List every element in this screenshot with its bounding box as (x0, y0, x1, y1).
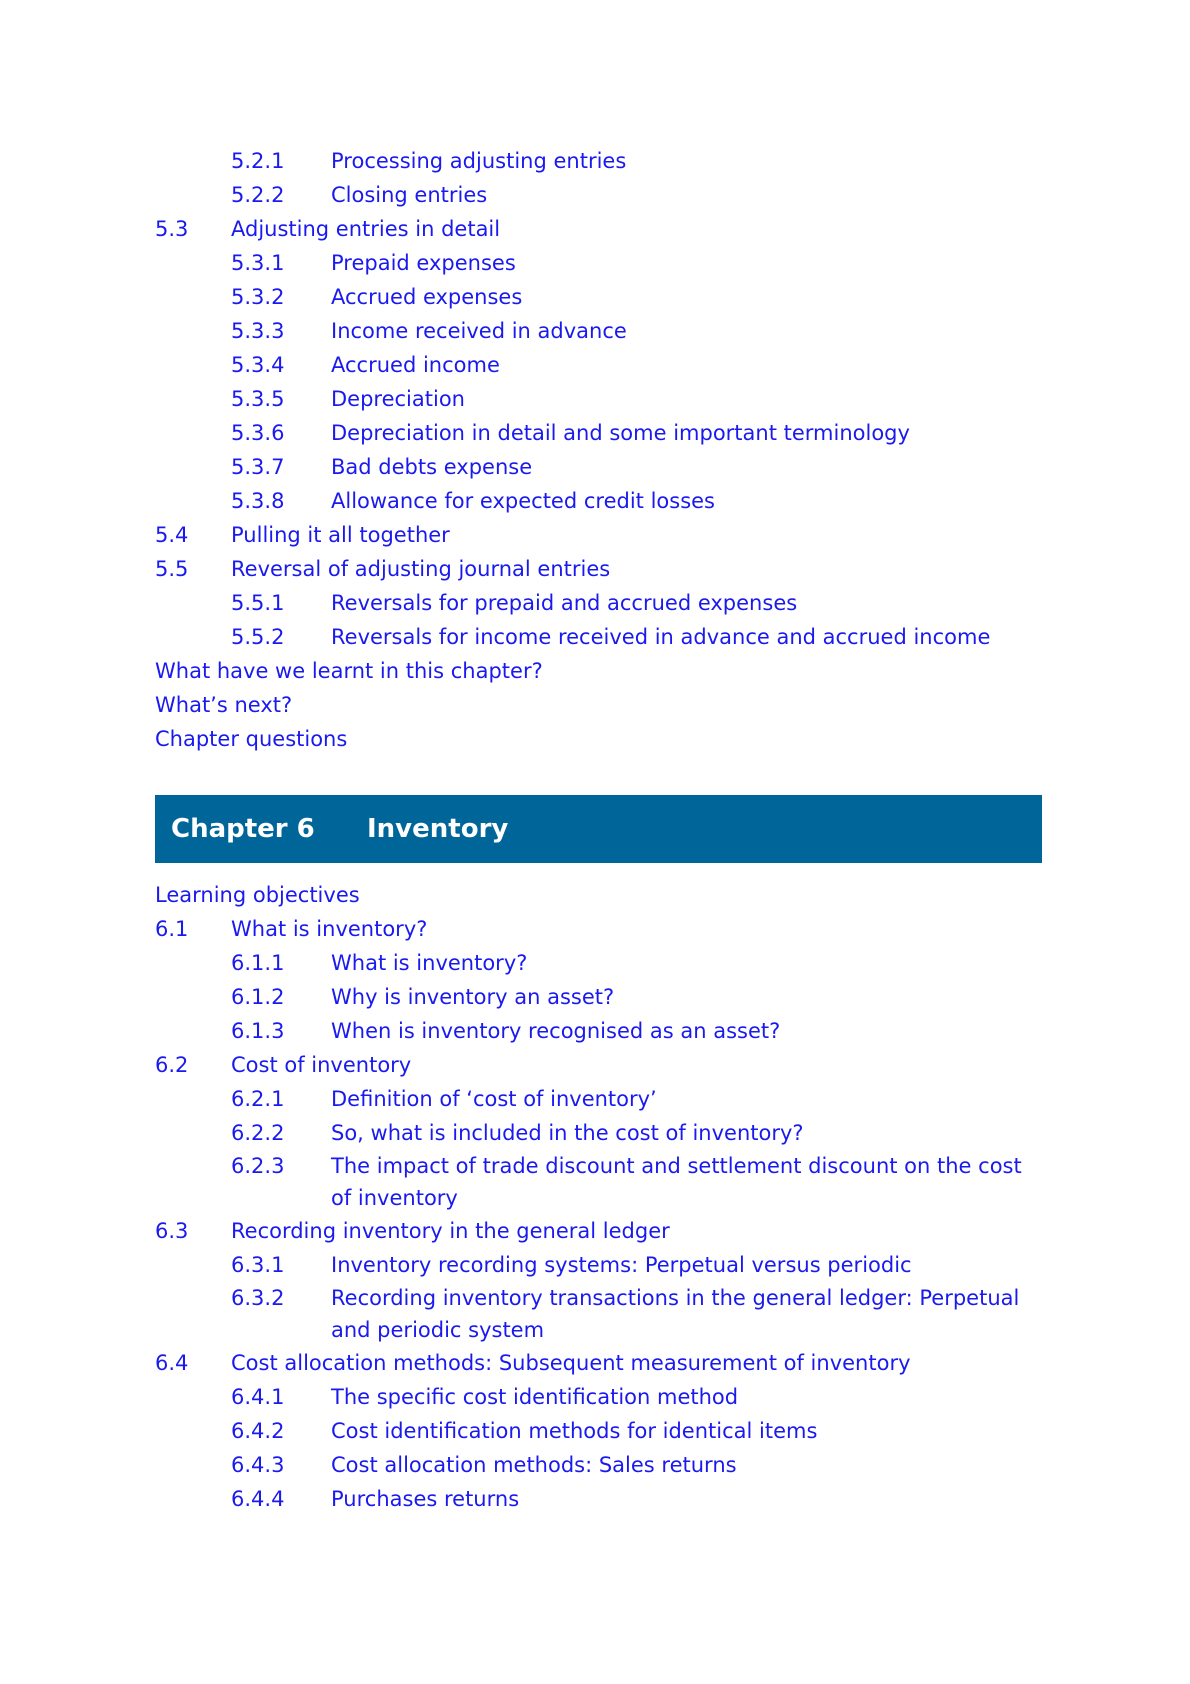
toc-entry-title: Cost allocation methods: Subsequent measurement of inventory (231, 1351, 911, 1375)
toc-entry-number: 5.3 (155, 217, 189, 241)
toc-entry-number: 6.1.3 (231, 1019, 285, 1043)
toc-entry[interactable] (155, 654, 1042, 688)
toc-entry-number: 6.4.2 (231, 1419, 285, 1443)
toc-entry[interactable] (155, 946, 1042, 980)
toc-entry-title: Depreciation in detail and some important terminology (331, 421, 910, 445)
toc-entry-title: Processing adjusting entries (331, 149, 627, 173)
toc-entry[interactable] (155, 280, 1042, 314)
toc-entry-number: 6.4.3 (231, 1453, 285, 1477)
toc-entry[interactable] (155, 382, 1042, 416)
toc-entry-number: 6.2.3 (231, 1154, 285, 1178)
toc-entry[interactable] (155, 518, 1042, 552)
toc-entry-title: Cost allocation methods: Sales returns (331, 1453, 737, 1477)
toc-entry[interactable] (155, 314, 1042, 348)
toc-section-chapter-6 (155, 878, 1042, 1516)
toc-entry-title: Prepaid expenses (331, 251, 516, 275)
toc-entry-title: Bad debts expense (331, 455, 533, 479)
toc-entry-number: 5.3.8 (231, 489, 285, 513)
toc-entry-number: 5.3.6 (231, 421, 285, 445)
toc-entry[interactable] (155, 1014, 1042, 1048)
toc-entry-number: 5.4 (155, 523, 189, 547)
toc-entry-title: Income received in advance (331, 319, 627, 343)
toc-entry[interactable] (155, 1482, 1042, 1516)
toc-entry-title: Purchases returns (331, 1487, 520, 1511)
toc-entry-title: Closing entries (331, 183, 488, 207)
toc-entry[interactable] (155, 722, 1042, 756)
toc-entry-number: 6.1.2 (231, 985, 285, 1009)
toc-entry-number: 5.2.1 (231, 149, 285, 173)
toc-entry-title: So, what is included in the cost of inventory? (331, 1121, 804, 1145)
chapter-title: Inventory (367, 814, 509, 844)
toc-entry-number: 5.5.2 (231, 625, 285, 649)
toc-entry[interactable] (155, 1214, 1042, 1248)
toc-entry[interactable] (155, 246, 1042, 280)
toc-entry[interactable] (155, 688, 1042, 722)
toc-entry-number: 5.3.5 (231, 387, 285, 411)
toc-entry-number: 5.2.2 (231, 183, 285, 207)
toc-entry-number: 5.3.2 (231, 285, 285, 309)
toc-entry[interactable] (155, 912, 1042, 946)
toc-entry-title: Reversals for prepaid and accrued expenses (331, 591, 798, 615)
toc-entry-title: What have we learnt in this chapter? (155, 659, 543, 683)
toc-entry-title: Cost of inventory (231, 1053, 412, 1077)
toc-entry-number: 6.2.2 (231, 1121, 285, 1145)
toc-entry[interactable] (155, 1282, 1042, 1346)
toc-entry[interactable] (155, 144, 1042, 178)
toc-entry-number: 6.4.4 (231, 1487, 285, 1511)
toc-entry[interactable] (155, 878, 1042, 912)
toc-entry-title: Reversal of adjusting journal entries (231, 557, 611, 581)
toc-entry-title: Recording inventory in the general ledger (231, 1219, 670, 1243)
toc-entry-title: What is inventory? (331, 951, 528, 975)
toc-entry-number: 6.2.1 (231, 1087, 285, 1111)
toc-entry-number: 6.1.1 (231, 951, 285, 975)
toc-entry-title: The specific cost identification method (331, 1385, 739, 1409)
toc-entry-title: Accrued income (331, 353, 500, 377)
toc-entry-number: 5.5.1 (231, 591, 285, 615)
toc-entry[interactable] (155, 1346, 1042, 1380)
toc-entry-title: Adjusting entries in detail (231, 217, 501, 241)
toc-entry-number: 5.3.1 (231, 251, 285, 275)
toc-entry-number: 5.5 (155, 557, 189, 581)
chapter-banner (155, 795, 1042, 863)
toc-entry-title: What is inventory? (231, 917, 428, 941)
toc-entry[interactable] (155, 450, 1042, 484)
toc-entry-title: When is inventory recognised as an asset? (331, 1019, 781, 1043)
toc-entry-title: Reversals for income received in advance and accrued income (331, 625, 991, 649)
toc-entry-number: 6.2 (155, 1053, 189, 1077)
toc-entry-number: 5.3.4 (231, 353, 285, 377)
toc-entry[interactable] (155, 980, 1042, 1014)
toc-entry[interactable] (155, 1150, 1042, 1214)
toc-entry-title: Chapter questions (155, 727, 348, 751)
toc-entry-number: 5.3.3 (231, 319, 285, 343)
toc-entry-title: Inventory recording systems: Perpetual versus periodic (331, 1253, 912, 1277)
toc-entry-number: 6.4.1 (231, 1385, 285, 1409)
toc-entry[interactable] (155, 1116, 1042, 1150)
toc-entry-title: Cost identification methods for identical items (331, 1419, 818, 1443)
toc-entry[interactable] (155, 416, 1042, 450)
toc-entry-title: Allowance for expected credit losses (331, 489, 715, 513)
toc-entry[interactable] (155, 1380, 1042, 1414)
toc-entry-number: 6.1 (155, 917, 189, 941)
toc-entry[interactable] (155, 586, 1042, 620)
toc-entry[interactable] (155, 620, 1042, 654)
toc-entry[interactable] (155, 1082, 1042, 1116)
toc-entry[interactable] (155, 1248, 1042, 1282)
chapter-number: Chapter 6 (171, 814, 315, 844)
toc-entry-title: The impact of trade discount and settlement discount on the cost of inventory (331, 1154, 1022, 1210)
toc-entry-number: 5.3.7 (231, 455, 285, 479)
toc-entry[interactable] (155, 1448, 1042, 1482)
toc-entry-title: Pulling it all together (231, 523, 450, 547)
toc-entry-title: Accrued expenses (331, 285, 523, 309)
toc-entry[interactable] (155, 552, 1042, 586)
toc-section-chapter-5 (155, 144, 1042, 756)
toc-entry-number: 6.3.1 (231, 1253, 285, 1277)
toc-entry[interactable] (155, 1048, 1042, 1082)
toc-entry[interactable] (155, 178, 1042, 212)
toc-entry[interactable] (155, 348, 1042, 382)
toc-entry[interactable] (155, 212, 1042, 246)
toc-entry-title: Learning objectives (155, 883, 360, 907)
toc-entry-title: Definition of ‘cost of inventory’ (331, 1087, 657, 1111)
toc-entry[interactable] (155, 484, 1042, 518)
toc-entry-title: Recording inventory transactions in the general ledger: Perpetual and periodic system (331, 1286, 1020, 1342)
toc-entry-title: Why is inventory an asset? (331, 985, 615, 1009)
toc-entry-number: 6.4 (155, 1351, 189, 1375)
toc-entry[interactable] (155, 1414, 1042, 1448)
toc-entry-number: 6.3 (155, 1219, 189, 1243)
toc-entry-title: What’s next? (155, 693, 293, 717)
toc-entry-number: 6.3.2 (231, 1286, 285, 1310)
toc-entry-title: Depreciation (331, 387, 465, 411)
